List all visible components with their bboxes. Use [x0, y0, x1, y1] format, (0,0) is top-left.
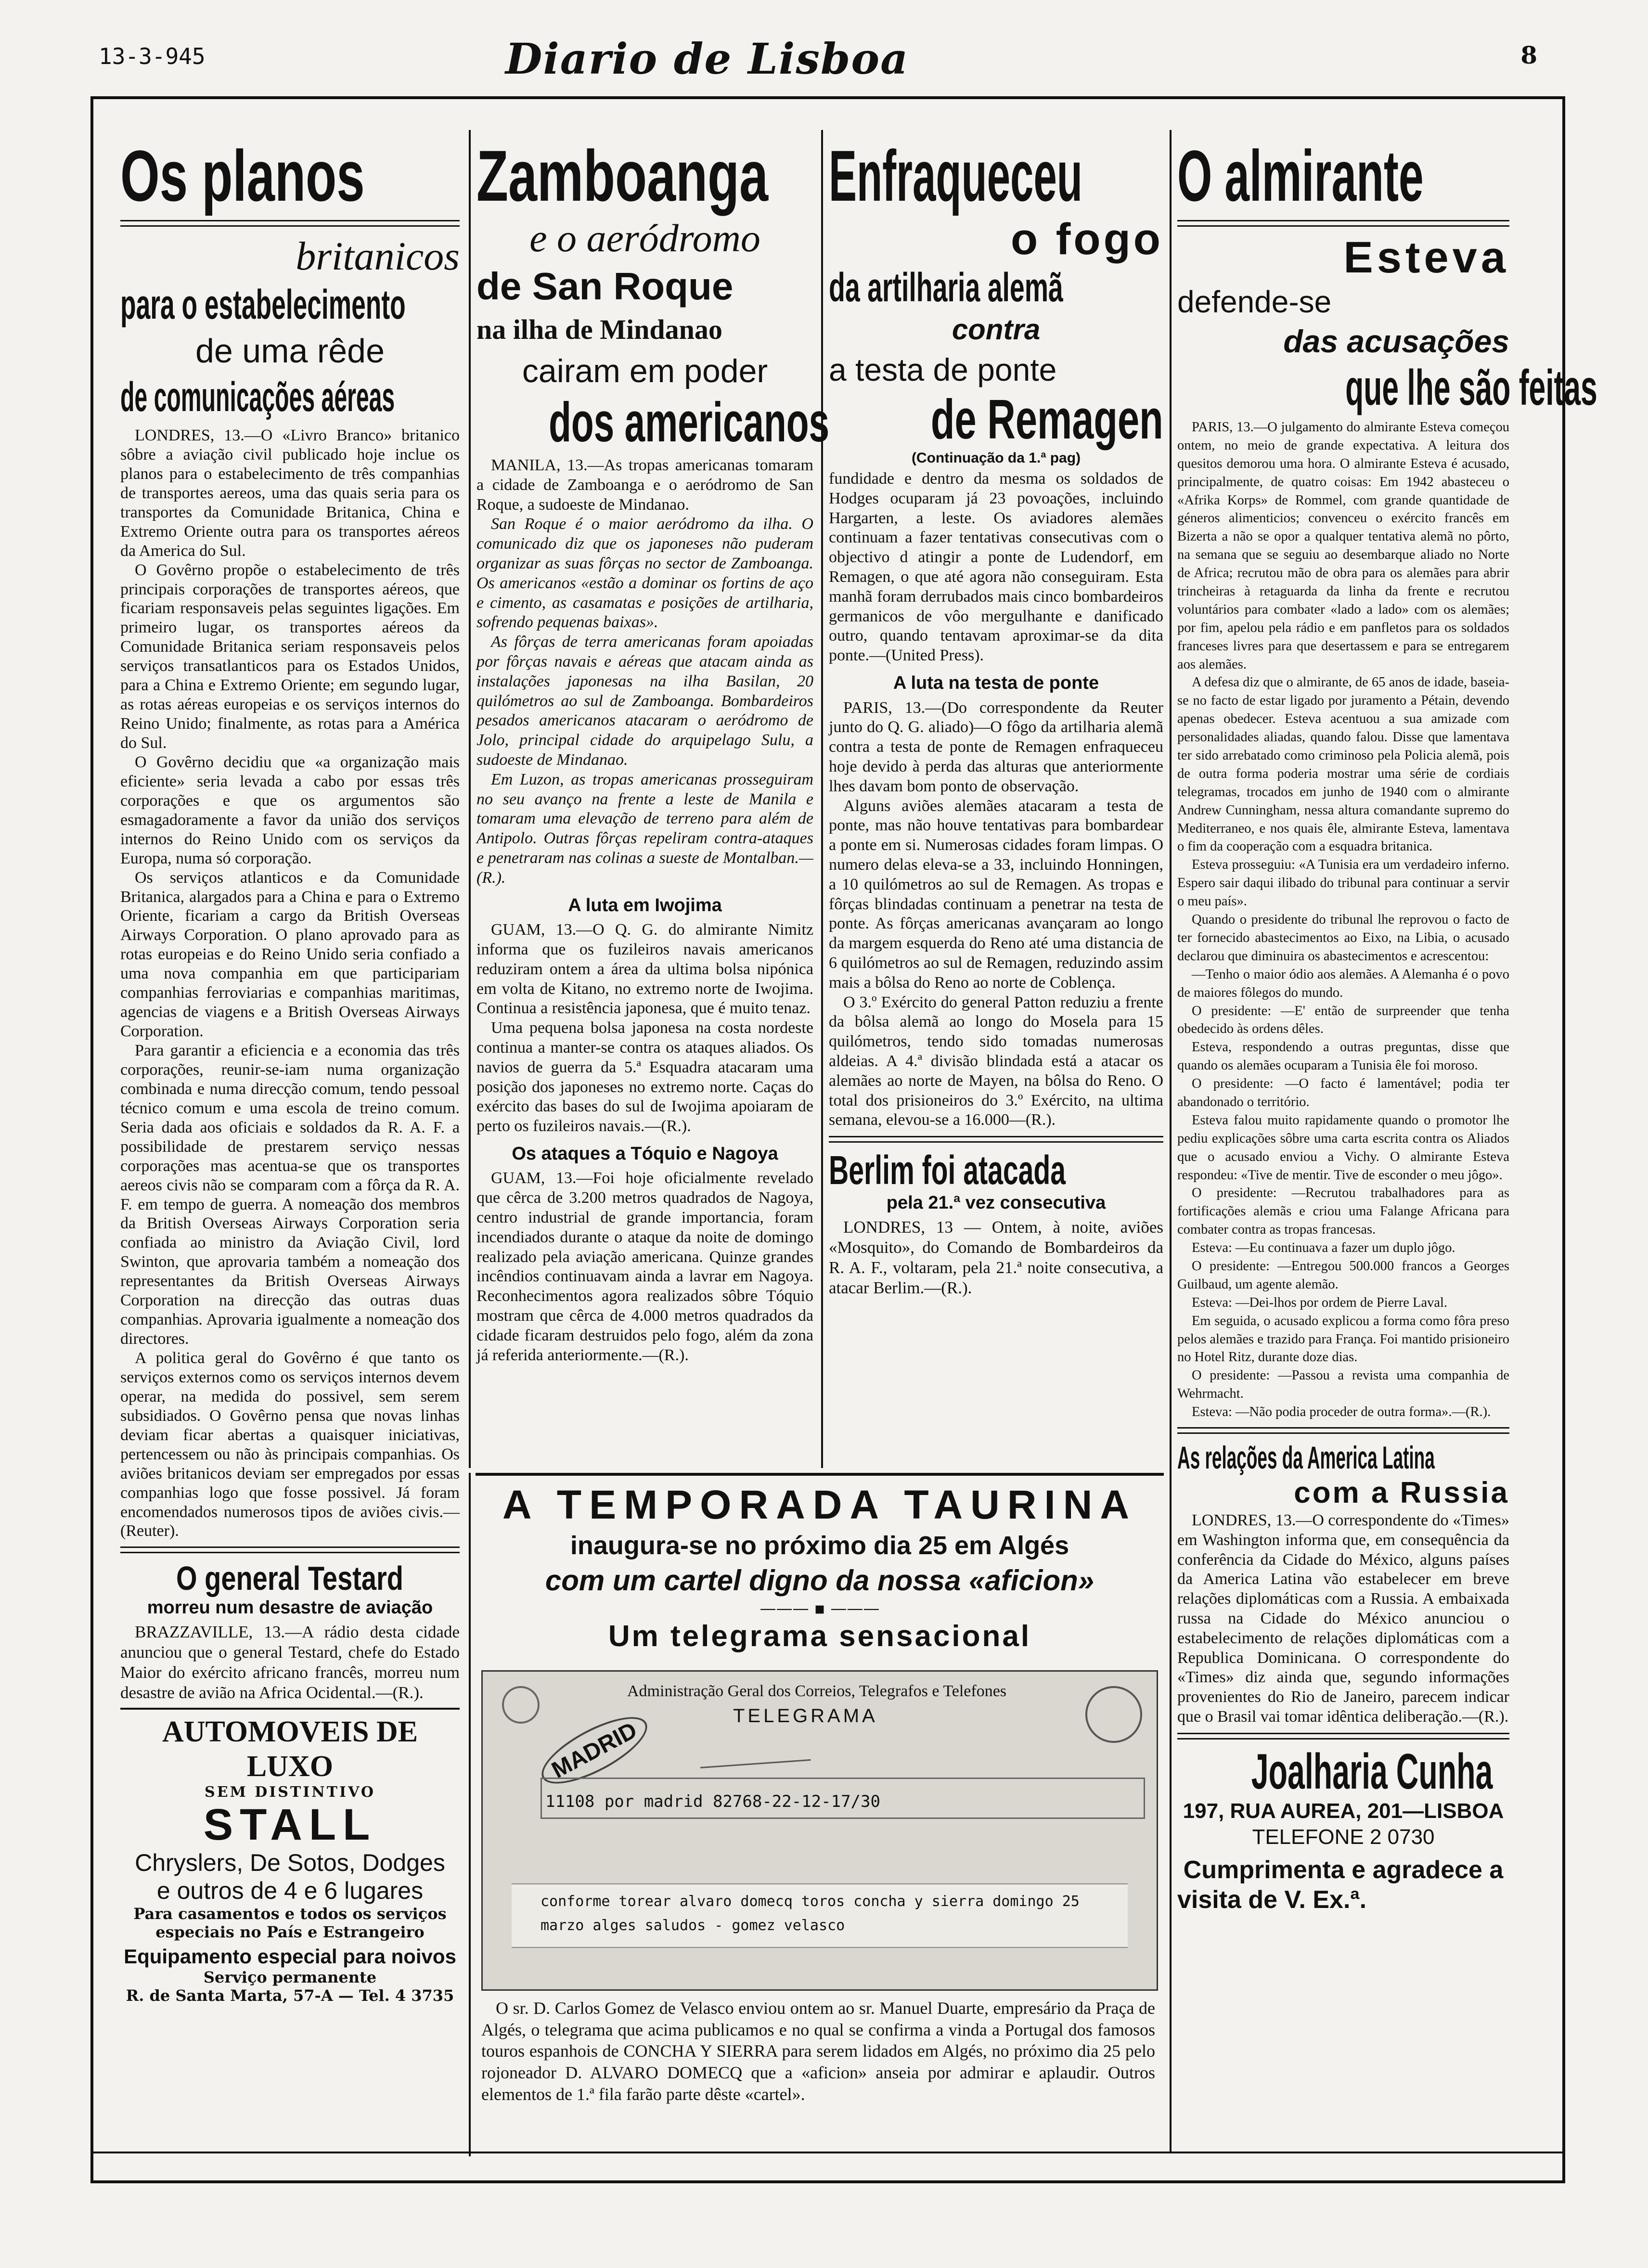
paragraph: Esteva, respondendo a outras preguntas, disse que quando os alemães ocuparam a Tunisia êle foi moroso. [1177, 1040, 1509, 1073]
ad-line: Para casamentos e todos os serviços [133, 1905, 447, 1923]
ad-title: AUTOMOVEIS DE LUXO [162, 1715, 418, 1783]
paragraph: O sr. D. Carlos Gomez de Velasco enviou ontem ao sr. Manuel Duarte, empresário da Praça de Algés, o telegrama que acima publicamos e no qual se confirma a vinda a Portugal dos famosos touros espanhois de CONCHA Y SIERRA para serem lidados em Algés, no próximo dia 25 pelo rojoneador D. ALVARO DOMECQ que a «aficion» anseia por admirar e aplaudir. Outros elementos de 1.ª fila farão parte dêste «cartel». [481, 1998, 1155, 2104]
ad-line: R. de Santa Marta, 57-A — Tel. 4 3735 [126, 1986, 454, 2005]
paragraph: O Govêrno decidiu que «a organização mais eficiente» seria levada a cabo por essas três corporações e que os argumentos são esmagadoramente a favor da união dos serviços internos do Reino Unido com os serviços da Europa, numa só corporação. [120, 753, 460, 867]
taurina-headline: A TEMPORADA TAURINA [502, 1482, 1137, 1527]
headline-esteva: Esteva [1343, 233, 1509, 282]
headline-remagen: de Remagen [931, 388, 1163, 451]
ad-joalharia [1177, 1745, 1509, 1915]
headline-zamboanga: Zamboanga [476, 135, 769, 216]
ornament: ——— ▪ ——— [760, 1599, 880, 1618]
headline-que-lhe-sao: que lhe são feitas [1345, 360, 1597, 416]
telegram-header: Administração Geral dos Correios, Telegrafos e Telefones [627, 1682, 1007, 1700]
subhead-iwojima: A luta em Iwojima [568, 895, 722, 915]
page-number: 8 [1520, 41, 1537, 69]
rule [476, 1473, 1164, 1476]
paragraph: PARIS, 13.—O julgamento do almirante Esteva começou ontem, no meio de grande expectativa. A leitura dos quesitos demorou uma hora. O almirante Esteva é acusado, principalmente, de quatro coisas: Em 1942 abasteceu o «Afrika Korps» de Rommel, com grande quantidade de géneros alimenticios; convenceu o exército francês em Bizerta a não se opor a qualquer tentativa alemã no pôrto, na semana que se seguiu ao desembarque aliado no Norte de Africa; recrutou mão de obra para os alemães para abrir trincheiras à retaguarda da linha da frente e recrutou voluntários para combater «lado a lado» com os alemães; por fim, apelou pela rádio e em panfletos para os soldados franceses livres para que desertassem e para se entregarem aos alemães. [1177, 420, 1509, 672]
paragraph: Para garantir a eficiencia e a economia das três corporações, reunir-se-iam numa organização combinada e numa direcção comum, tendo pessoal técnico comum e uma escola de treino comum. Seria dada aos oficiais e soldados da R. A. F. a possibilidade de prestarem serviço nessas corporações mas acentua-se que os transportes aereos civis não se comparam com a fôrça da R. A. F. em tempo de guerra. A nomeação dos membros da British Overseas Airways Corporation seria confiada ao ministro da Aviação Civil, lord Swinton, que aprovaria também a nomeação dos representantes da British Overseas Airways Corporation na direcção das outras duas companhias. Aprovaria igualmente a nomeação dos directores. [120, 1042, 460, 1348]
paragraph: As fôrças de terra americanas foram apoiadas por fôrças navais e aéreas que atacam ainda as instalações japonesas na ilha Basilan, 20 quilómetros ao sul de Zamboanga. Bombardeiros pesados americanos atacaram o aeródromo de Jolo, principal cidade do arquipelago Sulu, a sudoeste de Mindanao. [476, 633, 813, 769]
column-esteva [1177, 135, 1597, 1915]
telegram-photo [481, 1670, 1158, 1991]
column-rule [1170, 130, 1172, 2152]
paragraph: GUAM, 13.—Foi hoje oficialmente revelado que cêrca de 3.200 metros quadrados de Nagoya, centro industrial de grande importancia, foram incendiados durante o ataque da noite de domingo realizado pela aviação americana. Quinze grandes incêndios continuavam ainda a lavrar em Nagoya. Reconhecimentos agora realizados sôbre Tóquio mostram que cêrca de 4.000 metros quadrados da cidade ficaram destruidos pelo fogo, além da zona já referida anteriormente.—(R.). [476, 1169, 813, 1364]
subhead-berlim: pela 21.ª vez consecutiva [886, 1193, 1106, 1213]
ad-line: Equipamento especial para noivos [124, 1945, 456, 1968]
paragraph: San Roque é o maior aeródromo da ilha. O comunicado diz que os japoneses não puderam organizar as suas fôrças no sector de Zamboanga. Os americanos «estão a dominar os fortins de aço e cimento, as casamatas e posições de artilharia, sofrendo pequenas baixas». [476, 515, 813, 631]
paragraph: O presidente: —Entregou 500.000 francos a Georges Guilbaud, um agente alemão. [1177, 1258, 1509, 1292]
headline-rede: de uma rêde [195, 332, 385, 370]
paragraph: Em Luzon, as tropas americanas prosseguiram no seu avanço na frente a leste de Manila e tomaram uma elevação de terreno para além de Antipolo. Outras fôrças repeliram contra-ataques e penetraram nas colinas a sueste de Montalban.—(R.). [476, 770, 813, 887]
paragraph: Alguns aviões alemães atacaram a testa de ponte, mas não houve tentativas para bombardear a ponte em si. Numerosas cidades foram limpas. O numero delas eleva-se a 33, incluindo Honningen, a 10 quilómetros ao sul de Remagen. As tropas e fôrças blindadas continuam a penetrar na testa de ponte. As fôrças americanas avançaram ao longo da margem esquerda do Reno até uma distancia de 6 quilómetros ao sul de Remagen, reduzindo assim mais a bôlsa do Reno ao norte de Coblença. [829, 797, 1163, 992]
paragraph: PARIS, 13.—(Do correspondente da Reuter junto do Q. G. aliado)—O fôgo da artilharia alemã contra a testa de ponte de Remagen enfraqueceu hoje devido à perda das alturas que anteriormente lhes davam bom ponto de observação. [829, 698, 1163, 795]
paragraph: Uma pequena bolsa japonesa na costa nordeste continua a manter-se contra os ataques aliados. Os navios de guerra da 5.ª Esquadra atacaram uma posição dos japoneses no extremo norte. Caças do exército das bases do sul de Iwojima apoiaram de perto os fuzileiros navais.—(R.). [476, 1019, 813, 1135]
paragraph: Quando o presidente do tribunal lhe reprovou o facto de ter fornecido abastecimentos ao Eixo, na Libia, o acusado declarou que diminuira os abastecimentos e acrescentou: [1177, 912, 1509, 964]
headline-o-fogo: o fogo [1011, 215, 1163, 264]
paragraph: O presidente: —O facto é lamentável; podia ter abandonado o território. [1177, 1076, 1509, 1109]
headline-san-roque: de San Roque [476, 265, 734, 308]
headline-comunicacoes: de comunicações aéreas [120, 374, 395, 420]
article-testard-body [120, 1622, 460, 1703]
paragraph: LONDRES, 13.—O correspondente do «Times» em Washington informa que, em consequência da conferência da Cidade do México, alguns países da America Latina vão estabelecer em breve relações diplomáticas com a Russia. A embaixada russa na Cidade do México anunciou o estabelecimento de relações diplomáticas com a Republica Dominicana. O correspondente do «Times» diz ainda que, segundo informações provenientes do Rio de Janeiro, parecem indicar que o Brasil vai tomar idêntica deliberação.—(R.). [1177, 1511, 1509, 1726]
ad-line: TELEFONE 2 0730 [1252, 1825, 1435, 1849]
subhead-toquio: Os ataques a Tóquio e Nagoya [512, 1143, 778, 1164]
seal-icon [502, 1686, 540, 1724]
subhead-luta-ponte: A luta na testa de ponte [893, 672, 1099, 693]
paragraph: BRAZZAVILLE, 13.—A rádio desta cidade anunciou que o general Testard, chefe do Estado Maior do exército africano francês, morreu num desastre de avião na Africa Ocidental.—(R.). [120, 1623, 460, 1702]
double-rule [829, 1136, 1163, 1143]
paragraph: GUAM, 13.—O Q. G. do almirante Nimitz informa que os fuzileiros navais americanos reduziram ontem a área da ultima bolsa nipónica em volta de Kitano, no extremo norte de Iwojima. Continua a resistência japonesa, que é muito tenaz. [476, 921, 813, 1018]
double-rule [1177, 1427, 1509, 1434]
bottom-rule [90, 2152, 1565, 2153]
headline-testard: O general Testard [176, 1559, 404, 1598]
article-relacoes-body [1177, 1511, 1509, 1727]
ad-line: Chryslers, De Sotos, Dodges [135, 1849, 445, 1877]
telegram-text-line-2: conforme torear alvaro domecq toros concha y sierra domingo 25 [541, 1893, 1080, 1910]
paragraph: MANILA, 13.—As tropas americanas tomaram a cidade de Zamboanga e o aeródromo de San Roque, a sudoeste de Mindanao. [476, 456, 813, 514]
double-rule [1177, 220, 1509, 227]
paragraph: A politica geral do Govêrno é que tanto os serviços externos como os serviços internos devem operar, na medida do possivel, sem serem subsidiados. O Govêrno pensa que novas linhas deviam ficar abertas a quaisquer iniciativas, pertencessem ou não às principais companhias. Os aviões britanicos deviam ser empregados por essas companhias logo que fosse possivel. Já foram encomendados numerosos tipos de aviões civis.—(Reuter). [120, 1349, 460, 1540]
headline-americanos: dos americanos [549, 391, 830, 453]
taurina-line-1: inaugura-se no próximo dia 25 em Algés [570, 1531, 1069, 1560]
headline-enfraqueceu: Enfraqueceu [829, 135, 1082, 216]
article-berlim-body [829, 1217, 1163, 1298]
ad-joalharia-title: Joalharia Cunha [1251, 1743, 1493, 1800]
paragraph: Esteva: —Dei-lhos por ordem de Pierre Laval. [1192, 1295, 1448, 1310]
rule [120, 1708, 460, 1710]
headline-britanicos: britanicos [296, 234, 460, 279]
headline-contra: contra [952, 313, 1041, 346]
column-os-planos [120, 137, 460, 2005]
article-remagen-body [829, 469, 1163, 1130]
headline-os-planos: Os planos [120, 135, 365, 216]
paragraph: O 3.º Exército do general Patton reduziu a frente da bôlsa alemã ao longo do Mosela para 15 quilómetros, tendo sido tomadas numerosas aldeias. A 4.ª divisão blindada está a atacar os alemães ao norte de Mayen, na bôlsa do Reno. O total dos prisioneiros do 3.º Exército, na ultima semana, elevou-se a 16.000—(R.). [829, 993, 1163, 1129]
column-zamboanga [476, 135, 830, 1365]
headline-relacoes: As relações da America Latina [1177, 1439, 1435, 1475]
ad-line: e outros de 4 e 6 lugares [156, 1877, 424, 1905]
paragraph: O presidente: —Recrutou trabalhadores para as fortificações alemãs e criou uma Falange Africana para combater contra as tropas francesas. [1177, 1186, 1509, 1237]
ad-automoveis [120, 1714, 460, 2005]
paragraph: Esteva falou muito rapidamente quando o promotor lhe pediu explicações sôbre uma carta escrita contra os Aliados que o acusado enviou a Vichy. O almirante Esteva respondeu: «Tive de mentir. Tive de esconder o meu jôgo». [1177, 1112, 1509, 1183]
paragraph: O presidente: —Passou a revista uma companhia de Wehrmacht. [1177, 1368, 1509, 1402]
headline-cairam: cairam em poder [522, 353, 768, 389]
telegram-stamp: MADRID [533, 1704, 656, 1796]
column-rule [469, 130, 471, 1468]
postmark-icon [1085, 1686, 1142, 1743]
headline-berlim: Berlim foi atacada [829, 1147, 1066, 1193]
paragraph: O Govêrno propõe o estabelecimento de três principais corporações de transportes aéreos, que ficariam responsaveis pelas seguintes ligações. Em primeiro lugar, os transportes aéreos da Comunidade Britanica seriam responsaveis pelos serviços transatlanticos para os Estados Unidos, para a China e Extremo Oriente; em segundo lugar, as rotas aéreas europeias e os serviços internos do Reino Unido; finalmente, as rotas para a América do Sul. [120, 561, 460, 752]
column-rule [821, 130, 823, 1468]
article-os-planos-body [120, 426, 460, 1541]
article-zamboanga-body [476, 456, 813, 1365]
headline-o-almirante: O almirante [1177, 135, 1424, 216]
headline-testa-de-ponte: a testa de ponte [829, 352, 1057, 387]
paragraph: A defesa diz que o almirante, de 65 anos de idade, baseia-se no facto de estar ligado por juramento a Pétain, devendo apenas obedecer. Esteva acentuou a sua amizade com personalidades aliadas, quando falou. Disse que lamentava ter sido arrebatado como criminoso pela Policia alemã, pois de outra forma poderia mostrar uma série de cordiais telegramas, trocados em junho de 1940 com o almirante Andrew Cunningham, nessa altura comandante supremo do Mediterraneo, e nos quais êle, almirante Esteva, lamentava o fim da cooperação com a esquadra britanica. [1177, 675, 1509, 854]
paragraph: O presidente: —E' então de surpreender que tenha obedecido às ordens dêles. [1177, 1003, 1509, 1037]
taurina-line-3: Um telegrama sensacional [608, 1620, 1031, 1653]
paragraph: Os serviços atlanticos e da Comunidade Britanica, alargados para a China e para o Extremo Oriente, ficariam a cargo da British Overseas Airways Corporation. O plano aprovado para as rotas europeias e do Reino Unido seria confiado a uma nova companhia em que participariam companhias ferroviarias e companhias maritimas, agencias de viagens e a British Overseas Airways Corporation. [120, 868, 460, 1041]
telegram-text-line-1: 11108 por madrid 82768-22-12-17/30 [545, 1792, 880, 1811]
newspaper-title: Diario de Lisboa [505, 34, 909, 84]
column-remagen [829, 137, 1163, 1298]
double-rule [1177, 1733, 1509, 1740]
headline-aerodromo: e o aeródromo [529, 216, 760, 260]
ad-line: especiais no País e Estrangeiro [155, 1923, 425, 1942]
headline-defende-se: defende-se [1177, 284, 1332, 319]
masthead [0, 0, 1648, 91]
ad-line: Serviço permanente [203, 1968, 377, 1987]
taurina-section [476, 1468, 1164, 1655]
taurina-line-2: com um cartel digno da nossa «aficion» [545, 1564, 1094, 1597]
paragraph: Esteva prosseguiu: «A Tunisia era um verdadeiro inferno. Espero sair daqui ilibado do tribunal para continuar a servir o meu país». [1177, 857, 1509, 909]
double-rule [120, 1546, 460, 1553]
handwriting-scribble [698, 1735, 811, 1768]
headline-com-a-russia: com a Russia [1294, 1476, 1509, 1509]
paragraph: Esteva: —Eu continuava a fazer um duplo jôgo. [1192, 1240, 1455, 1256]
column-rule [469, 1473, 471, 2156]
paragraph: LONDRES, 13.—O «Livro Branco» britanico sôbre a aviação civil publicado hoje inclue os planos para o estabelecimento de três companhias de transportes aereos, uma das quais seria para os transportes da Comunidade Britanica, China e Extremo Oriente outra para os transportes aéreos da America do Sul. [120, 426, 460, 560]
ad-line: Cumprimenta e agradece a [1183, 1856, 1504, 1884]
issue-date: 13-3-945 [99, 43, 206, 69]
subhead-testard: morreu num desastre de aviação [147, 1598, 433, 1618]
telegram-text-line-3: marzo alges saludos - gomez velasco [541, 1917, 845, 1934]
double-rule [120, 220, 460, 227]
paragraph: Em seguida, o acusado explicou a forma como fôra preso pelos alemães e trazido para França. Foi mantido prisioneiro no Hotel Ritz, durante doze dias. [1177, 1313, 1509, 1365]
headline-estabelecimento: para o estabelecimento [120, 282, 406, 328]
ad-line: visita de V. Ex.ª. [1177, 1885, 1367, 1914]
article-esteva-body [1177, 418, 1509, 1421]
continuation-note: (Continuação da 1.ª pag) [911, 450, 1081, 466]
paragraph: Esteva: —Não podia proceder de outra forma».—(R.). [1192, 1405, 1491, 1420]
telegram-title: TELEGRAMA [733, 1705, 878, 1727]
paragraph: fundidade e dentro da mesma os soldados de Hodges ocuparam já 23 povoações, incluindo Hargarten, a leste. Os aviadores alemães continuam a fazer tentativas consecutivas com o objectivo d atingir a ponte de Ludendorf, em Remagen, o que até agora não conseguiram. Esta manhã foram derrubados mais cinco bombardeiros germanicos de vôo mergulhante e danificado outro, quando tentavam aproximar-se da dita ponte.—(United Press). [829, 470, 1163, 665]
headline-acusacoes: das acusações [1283, 323, 1509, 359]
ad-line: 197, RUA AUREA, 201—LISBOA [1183, 1799, 1504, 1823]
headline-mindanao: na ilha de Mindanao [476, 314, 722, 345]
paragraph: —Tenho o maior ódio aos alemães. A Alemanha é o povo de maiores fôlegos do mundo. [1177, 966, 1509, 1000]
telegram-caption [481, 1997, 1155, 2105]
ad-brand: STALL [203, 1800, 377, 1850]
paragraph: LONDRES, 13 — Ontem, à noite, aviões «Mosquito», do Comando de Bombardeiros da R. A. F., voltaram, pela 21.ª noite consecutiva, a atacar Berlim.—(R.). [829, 1218, 1163, 1298]
ad-line: SEM DISTINTIVO [205, 1784, 375, 1801]
headline-artilharia: da artilharia alemã [829, 265, 1063, 310]
